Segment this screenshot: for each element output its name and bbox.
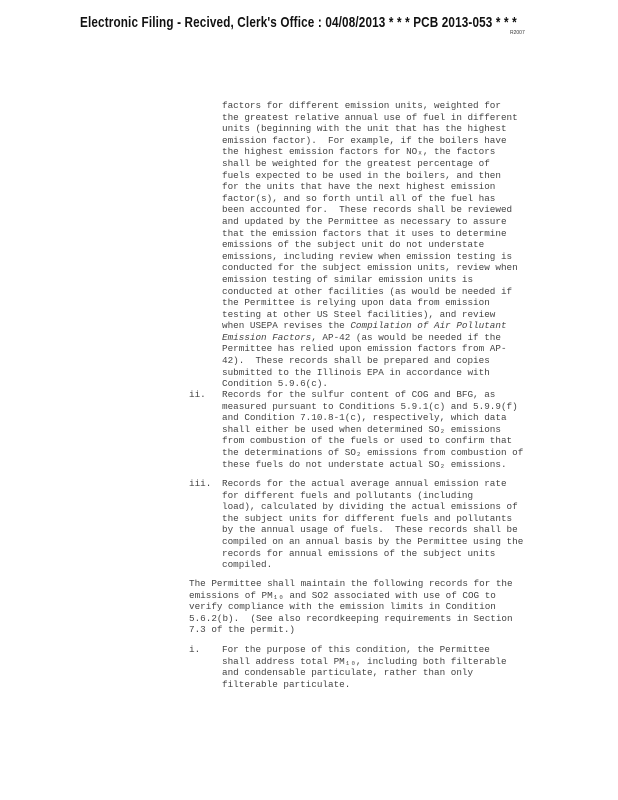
text-line: testing at other US Steel facilities), and review [222,308,496,320]
text-line: conducted for the subject emission units, review when [222,262,518,274]
text-line: compiled on an annual basis by the Permittee using the [222,535,524,547]
records-item-annual-emission-rate [222,478,523,571]
text-line: the Permittee is relying upon data from emission [222,297,490,309]
text-line: factors for different emission units, weighted for [222,100,501,111]
text-line: fuels expected to be used in the boilers, and then [222,169,501,181]
records-item-sulfur-content [222,389,523,470]
text-line: For the purpose of this condition, the Permittee [222,644,490,655]
text-line: emissions, including review when emission testing is [222,250,513,262]
text-line: units (beginning with the unit that has the highest [222,123,507,135]
text-fragment: when USEPA revises the [222,320,351,332]
text-line: the greatest relative annual use of fuel in different [222,111,518,123]
publication-title-italic: Compilation of Air Pollutant [350,320,507,332]
text-line: shall either be used when determined SO₂ emissions [222,423,501,435]
text-line: Records for the sulfur content of COG and BFG, as [222,389,496,400]
text-line: the highest emission factors for NOₓ, the factors [222,146,496,158]
text-line: the subject units for different fuels and pollutants [222,512,513,524]
text-line: emission testing of similar emission units is [222,273,474,285]
text-line [222,320,518,332]
text-line: Condition 5.9.6(c). [222,378,329,390]
item-number: ii. [189,389,206,400]
text-line: by the annual usage of fuels. These records shall be [222,524,518,536]
page-stamp: R2007 [510,30,525,36]
item-number: iii. [189,478,212,489]
text-line: emissions of PM₁₀ and SO2 associated with use of COG to [189,589,496,601]
text-line: 7.3 of the permit.) [189,624,296,636]
text-line: shall address total PM₁₀, including both filterable [222,655,507,667]
text-line: these fuels do not understate actual SO₂ emissions. [222,458,507,470]
text-line: compiled. [222,559,273,571]
text-line: for different fuels and pollutants (including [222,489,474,501]
records-paragraph-pm-so2 [189,578,513,636]
text-line: factor(s), and so forth until all of the fuel has [222,192,496,204]
publication-title-italic: Emission Factors [222,331,312,343]
text-line: 42). These records shall be prepared and copies [222,355,490,367]
text-line: and updated by the Permittee as necessary to assure [222,215,507,227]
records-paragraph-emission-factors [222,100,518,390]
text-line: been accounted for. These records shall be reviewed [222,204,513,216]
text-line: emissions of the subject unit do not understate [222,239,485,251]
text-line: Permittee has relied upon emission factors from AP- [222,343,507,355]
text-line: for the units that have the next highest emission [222,181,496,193]
text-line: The Permittee shall maintain the following records for the [189,578,513,589]
text-line: the determinations of SO₂ emissions from combustion of [222,446,524,458]
text-line: emission factor). For example, if the boilers have [222,134,507,146]
text-line: load), calculated by dividing the actual emissions of [222,501,518,513]
text-line: records for annual emissions of the subject units [222,547,496,559]
text-line: Records for the actual average annual emission rate [222,478,507,489]
text-line: shall be weighted for the greatest percentage of [222,157,490,169]
item-number: i. [189,644,201,655]
text-fragment: , AP-42 (as would be needed if the [311,331,501,343]
text-line: that the emission factors that it uses to determine [222,227,507,239]
text-line: submitted to the Illinois EPA in accordance with [222,366,490,378]
text-line: conducted at other facilities (as would be needed if [222,285,513,297]
text-line: filterable particulate. [222,678,351,690]
records-item-total-pm [222,644,507,690]
text-line: from combustion of the fuels or used to confirm that [222,435,513,447]
text-line: measured pursuant to Conditions 5.9.1(c) and 5.9.9(f) [222,400,518,412]
text-line: 5.6.2(b). (See also recordkeeping requirements in Section [189,612,513,624]
text-line: and Condition 7.10.8-1(c), respectively, which data [222,412,507,424]
text-line: and condensable particulate, rather than only [222,667,474,679]
text-line: verify compliance with the emission limits in Condition [189,601,496,613]
text-line [222,332,518,344]
filing-header: Electronic Filing - Recived, Clerk's Office : 04/08/2013 * * * PCB 2013-053 * * * [80,14,517,31]
